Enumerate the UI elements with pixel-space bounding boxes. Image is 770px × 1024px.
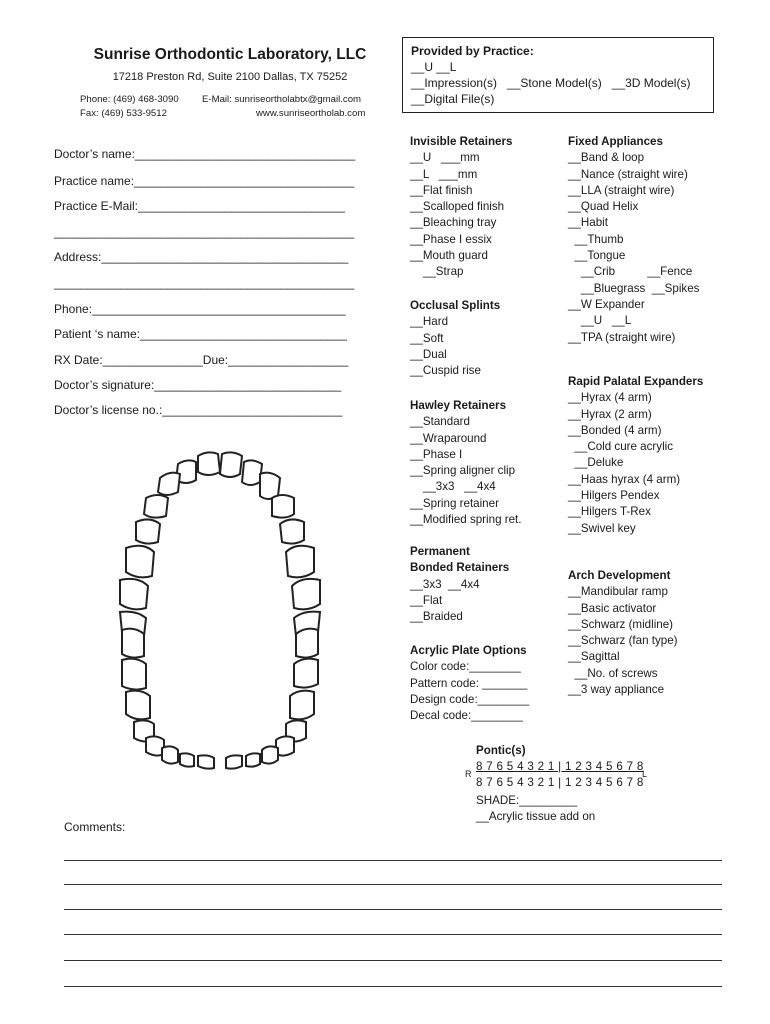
tooth-upper-l4 (272, 495, 294, 518)
patient-name-field[interactable]: Patient ‘s name:_______________________________ (54, 327, 347, 341)
hawley-retainers-title: Hawley Retainers (410, 399, 507, 412)
provided-title: Provided by Practice: (411, 44, 534, 58)
tooth-lower-l6 (290, 691, 314, 720)
tooth-upper-l6 (286, 546, 314, 578)
blank-line-field[interactable]: _____________________________________________ (54, 225, 355, 239)
comment-line[interactable] (64, 986, 722, 987)
checklist-item[interactable]: __Scalloped finish (410, 200, 505, 214)
checklist-item[interactable]: __Hard (410, 315, 449, 329)
permanent-title-2: Bonded Retainers (410, 561, 510, 575)
provided-arch[interactable]: __U __L (411, 60, 457, 74)
checklist-item[interactable]: __Haas hyrax (4 arm) (568, 472, 681, 486)
lab-email: E-Mail: sunriseortholabtx@gmail.com (202, 94, 362, 105)
checklist-item[interactable]: __Hilgers T-Rex (568, 505, 651, 519)
fixed-appliances-list[interactable] (568, 150, 699, 346)
lab-fax: Fax: (469) 533-9512 (80, 108, 167, 119)
acrylic-plate-list[interactable] (410, 659, 529, 724)
checklist-item[interactable]: __Schwarz (fan type) (568, 634, 678, 648)
checklist-item[interactable]: __Swivel key (568, 521, 636, 535)
checklist-item[interactable]: __Deluke (568, 456, 624, 470)
fixed-appliances-title: Fixed Appliances (568, 135, 663, 148)
pontics-section (476, 743, 644, 825)
lab-address: 17218 Preston Rd, Suite 2100 Dallas, TX 75252 (112, 71, 348, 83)
tooth-lower-l8 (296, 629, 318, 658)
address-line2-field[interactable]: _____________________________________________ (54, 276, 355, 290)
lab-name: Sunrise Orthodontic Laboratory, LLC (93, 46, 367, 63)
hawley-retainers-section (410, 398, 522, 528)
checklist-item[interactable]: __Crib __Fence (568, 265, 693, 279)
practice-email-field[interactable]: Practice E-Mail:_______________________________ (54, 199, 345, 213)
occlusal-splints-list[interactable] (410, 314, 500, 379)
checklist-item[interactable]: __Hyrax (4 arm) (568, 391, 652, 405)
checklist-item[interactable]: __Flat (410, 593, 443, 607)
tooth-lower-l1 (226, 755, 242, 768)
rx-date-field[interactable]: RX Date:_______________Due:__________________ (54, 353, 349, 367)
checklist-item[interactable]: __Strap (410, 265, 464, 279)
checklist-item[interactable]: __W Expander (568, 297, 645, 311)
checklist-item[interactable]: __Standard (410, 415, 470, 429)
tooth-lower-l2 (246, 753, 260, 766)
checklist-item[interactable]: __Phase I essix (410, 232, 492, 246)
checklist-item[interactable]: __Hilgers Pendex (568, 489, 660, 503)
comment-line[interactable] (64, 860, 722, 861)
checklist-item[interactable]: __Hyrax (2 arm) (568, 407, 652, 421)
pontics-title: Pontic(s) (476, 744, 526, 757)
checklist-item[interactable]: __Quad Helix (568, 200, 639, 214)
permanent-bonded-section (410, 544, 509, 625)
provided-materials[interactable]: __Impression(s) __Stone Model(s) __3D Model(s) (411, 76, 691, 90)
acrylic-plate-section (410, 643, 529, 724)
checklist-item[interactable]: __Schwarz (midline) (568, 617, 674, 631)
doctor-license-field[interactable]: Doctor’s license no.:___________________________ (54, 403, 343, 417)
occlusal-splints-section (410, 298, 500, 379)
tooth-lower-r1 (198, 755, 214, 768)
hawley-retainers-list[interactable] (410, 414, 522, 528)
checklist-item[interactable]: Decal code:________ (410, 709, 523, 723)
checklist-item[interactable]: __Mandibular ramp (568, 585, 668, 599)
doctor-name-field[interactable]: Doctor’s name:_________________________________ (54, 147, 356, 161)
checklist-item[interactable]: Color code:________ (410, 660, 521, 674)
tooth-upper-r5 (136, 519, 160, 543)
invisible-retainers-title: Invisible Retainers (410, 135, 513, 148)
checklist-item[interactable]: __3x3 __4x4 (410, 577, 480, 591)
checklist-item[interactable]: __Spring retainer (410, 496, 499, 510)
tooth-lower-r3 (162, 746, 178, 763)
checklist-item[interactable]: __Bleaching tray (410, 216, 497, 230)
phone-field[interactable]: Phone:______________________________________ (54, 302, 346, 316)
checklist-item[interactable]: __U ___mm (410, 151, 480, 165)
practice-name-field[interactable]: Practice name:_________________________________ (54, 174, 355, 188)
tooth-upper-r6 (126, 546, 154, 578)
pontic-left-label: L (642, 769, 648, 779)
tooth-upper-r7 (120, 579, 148, 609)
checklist-item[interactable]: __LLA (straight wire) (568, 183, 675, 197)
checklist-item[interactable]: __Nance (straight wire) (568, 167, 688, 181)
checklist-item[interactable]: Pattern code: _______ (410, 676, 528, 690)
arch-development-title: Arch Development (568, 569, 671, 582)
comment-line[interactable] (64, 934, 722, 935)
tooth-lower-r7 (122, 659, 146, 690)
comment-line[interactable] (64, 884, 722, 885)
checklist-item[interactable]: __No. of screws (568, 666, 658, 680)
checklist-item[interactable]: __Mouth guard (410, 249, 488, 263)
rapid-palatal-section (568, 374, 703, 537)
checklist-item[interactable]: __3x3 __4x4 (410, 480, 496, 494)
tooth-lower-l7 (294, 659, 318, 688)
pontic-right-label: R (465, 769, 472, 779)
pontic-shade-field[interactable]: SHADE:_________ (476, 794, 578, 807)
checklist-item[interactable]: __Band & loop (568, 151, 645, 165)
checklist-item[interactable]: __Phase I (410, 447, 463, 461)
checklist-item[interactable]: __Sagittal (568, 650, 620, 664)
checklist-item[interactable]: __Braided (410, 610, 463, 624)
checklist-item[interactable]: __Flat finish (410, 183, 473, 197)
checklist-item[interactable]: __Habit (568, 216, 608, 230)
provided-by-practice-box (402, 37, 714, 113)
checklist-item[interactable]: __L ___mm (410, 167, 478, 181)
comment-line[interactable] (64, 960, 722, 961)
rapid-palatal-title: Rapid Palatal Expanders (568, 375, 704, 388)
tooth-upper-l1 (220, 452, 242, 477)
dental-arch-diagram (110, 440, 330, 770)
acrylic-tissue-option[interactable]: __Acrylic tissue add on (476, 810, 596, 823)
lab-phone: Phone: (469) 468-3090 (80, 94, 179, 105)
checklist-item[interactable]: __Bonded (4 arm) (568, 423, 662, 437)
pontic-upper-row[interactable]: 8 7 6 5 4 3 2 1 | 1 2 3 4 5 6 7 8 (476, 760, 644, 773)
lab-website: www.sunriseortholab.com (256, 108, 366, 119)
tooth-lower-l3 (262, 746, 278, 763)
checklist-item[interactable]: __Tongue (568, 249, 626, 263)
pontic-lower-row[interactable]: 8 7 6 5 4 3 2 1 | 1 2 3 4 5 6 7 8 (476, 776, 644, 789)
checklist-item[interactable]: __Basic activator (568, 601, 657, 615)
checklist-item[interactable]: __Modified spring ret. (410, 513, 522, 527)
acrylic-plate-title: Acrylic Plate Options (410, 644, 527, 657)
checklist-item[interactable]: __Wraparound (410, 431, 487, 445)
provided-digital[interactable]: __Digital File(s) (411, 92, 495, 106)
checklist-item[interactable]: __Thumb (568, 232, 624, 246)
checklist-item[interactable]: __Bluegrass __Spikes (568, 281, 700, 295)
occlusal-splints-title: Occlusal Splints (410, 299, 501, 312)
checklist-item[interactable]: __U __L (568, 314, 632, 328)
arch-development-list[interactable] (568, 584, 678, 698)
checklist-item[interactable]: __Spring aligner clip (410, 464, 516, 478)
checklist-item[interactable]: __Dual (410, 347, 447, 361)
checklist-item[interactable]: __Cuspid rise (410, 364, 481, 378)
address-field[interactable]: Address:_____________________________________ (54, 250, 349, 264)
doctor-signature-field[interactable]: Doctor’s signature:____________________________ (54, 378, 342, 392)
tooth-upper-r1 (198, 452, 220, 475)
checklist-item[interactable]: __Soft (410, 331, 444, 345)
checklist-item[interactable]: Design code:________ (410, 692, 530, 706)
permanent-bonded-list[interactable] (410, 577, 509, 626)
checklist-item[interactable]: __TPA (straight wire) (568, 330, 676, 344)
permanent-title-1: Permanent (410, 545, 470, 558)
tooth-lower-r2 (180, 753, 194, 766)
comment-line[interactable] (64, 909, 722, 910)
invisible-retainers-list[interactable] (410, 150, 512, 280)
tooth-upper-r4 (144, 495, 168, 518)
checklist-item[interactable]: __3 way appliance (568, 683, 665, 697)
tooth-lower-r6 (126, 691, 150, 720)
tooth-lower-r8 (122, 629, 144, 658)
comments-label: Comments: (64, 820, 126, 834)
tooth-upper-l5 (280, 519, 304, 543)
fixed-appliances-section (568, 134, 699, 346)
tooth-upper-r3 (158, 473, 180, 495)
arch-development-section (568, 568, 678, 698)
invisible-retainers-section (410, 134, 512, 281)
tooth-upper-l7 (292, 579, 320, 609)
checklist-item[interactable]: __Cold cure acrylic (568, 440, 674, 454)
rapid-palatal-list[interactable] (568, 390, 703, 537)
